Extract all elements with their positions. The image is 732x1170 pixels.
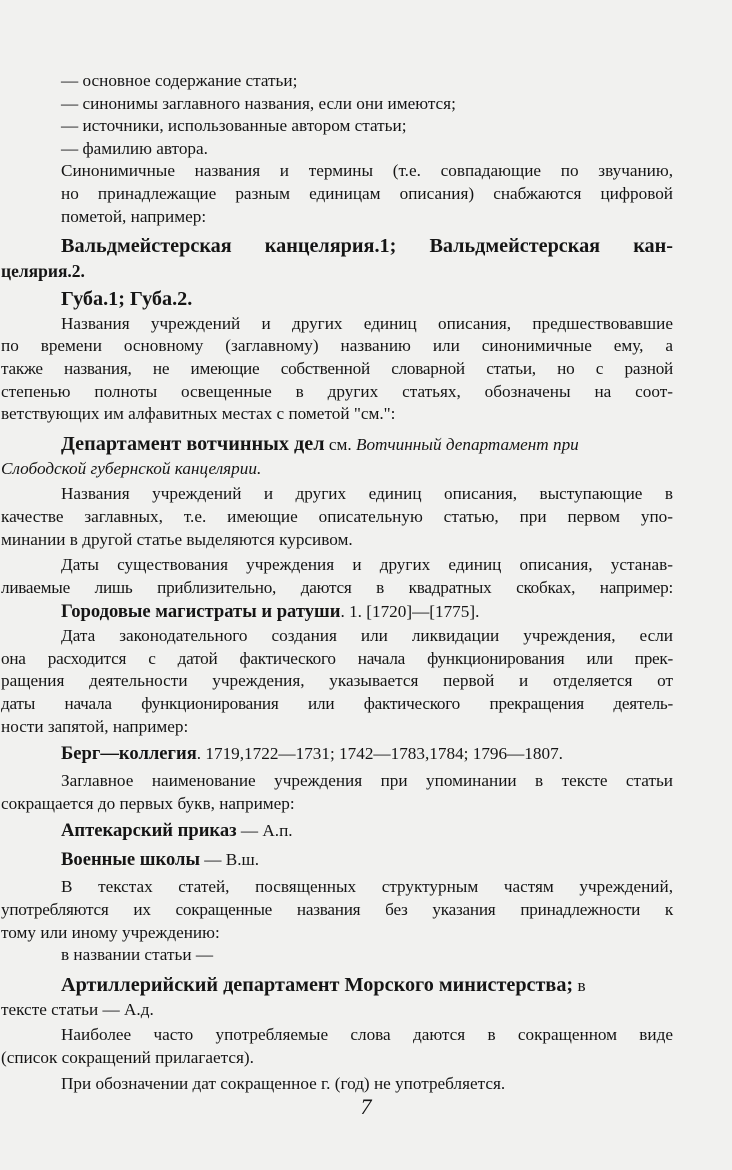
entry-reference: Вотчинный департамент при [355,434,579,454]
paragraph-line: минании в другой статье выделяются курсивом. [1,529,353,549]
entry-title: Берг—коллегия [61,743,197,765]
entry-title: Департамент вотчинных дел [61,432,325,455]
paragraph-line: даты начала функционирования или фактического прекращения деятель- [1,694,673,714]
paragraph-line: ности запятой, например: [1,716,189,736]
entry-abbr: тексте статьи — А.д. [1,999,154,1019]
list-item: — основное содержание статьи; [61,71,298,90]
paragraph-line: Заглавное наименование учреждения при упоминании в тексте статьи [61,771,673,791]
page-text [1,70,673,1095]
paragraph-line: Названия учреждений и других единиц описания, предшествовавшие [61,313,673,333]
paragraph-line: качестве заглавных, т.е. имеющие описательную статью, при первом упо- [1,506,673,526]
paragraph-line: употребляются их сокращенные названия без указания принадлежности к [1,900,673,920]
paragraph [1,554,673,599]
paragraph-line: степенью полноты освещенные в других статьях, обозначены на соот- [1,381,673,401]
paragraph [1,625,673,738]
entry-tail: в [573,975,586,995]
example-heading: целярия.2. [1,261,85,282]
example-heading: Губа.1; Губа.2. [61,287,193,310]
entry-abbr: — А.п. [236,821,293,841]
paragraph-line: ращения деятельности учреждения, указывается первой и отделяется от [1,671,673,691]
paragraph-line: в названии статьи — [61,945,214,965]
entry-abbr: — В.ш. [199,850,260,870]
list-item: — синонимы заглавного названия, если они имеются; [61,93,456,113]
paragraph-line: (список сокращений прилагается). [1,1048,254,1067]
entry-dates: . 1. [1720]—[1775]. [340,602,480,622]
example-entry [61,818,673,844]
paragraph-line: ветствующих им алфавитных местах с пометой "см.": [1,404,396,424]
example-entry [1,431,673,481]
paragraph-line: Даты существования учреждения и других единиц описания, устанав- [61,555,673,575]
list-item: — фамилию автора. [61,138,208,158]
paragraph-line: Синонимичные названия и термины (т.е. совпадающие по звучанию, [61,161,673,181]
example-entry [61,847,673,873]
paragraph-line: Названия учреждений и других единиц описания, выступающие в [61,484,673,504]
example-entry [1,972,673,1022]
entry-title: Аптекарский приказ [61,820,237,842]
page-number: 7 [360,1094,372,1119]
example-entry [61,741,673,767]
entry-reference: Слободской губернской канцелярии. [1,458,262,478]
entry-title: Военные школы [61,849,200,871]
paragraph [1,876,673,966]
paragraph [61,160,673,228]
example-entry [61,599,673,625]
paragraph-line: Дата законодательного создания или ликвидации учреждения, если [61,626,673,646]
paragraph-line: При обозначении дат сокращенное г. (год) не употребляется. [61,1073,506,1093]
paragraph [1,313,673,426]
see-mark: см. [324,434,356,454]
example-heading: Вальдмейстерская канцелярия.1; Вальдмейстерская кан- [61,235,673,258]
paragraph-line: Наиболее часто употребляемые слова даются в сокращенном виде [61,1025,673,1045]
paragraph-line: но принадлежащие разным единицам описания) снабжаются цифровой [61,183,673,203]
paragraph-line: сокращается до первых букв, например: [1,793,295,813]
entry-title: Городовые магистраты и ратуши [61,601,341,623]
paragraph-line: пометой, например: [61,206,207,226]
paragraph [1,770,673,815]
paragraph-line: В текстах статей, посвященных структурным частям учреждений, [61,877,673,897]
example-entry [1,233,673,283]
paragraph-line: ливаемые лишь приблизительно, даются в квадратных скобках, например: [1,577,673,597]
entry-title: Артиллерийский департамент Морского министерства; [61,973,574,996]
entry-dates: . 1719,1722—1731; 1742—1783,1784; 1796—1807. [196,744,563,764]
list-item: — источники, использованные автором статьи; [61,116,407,136]
paragraph [1,1024,673,1069]
paragraph-line: тому или иному учреждению: [1,922,220,942]
paragraph [1,483,673,551]
paragraph-line: по времени основному (заглавному) названию или синонимичные ему, а [1,336,673,356]
paragraph-line: она расходится с датой фактического начала функционирования или прек- [1,648,673,668]
paragraph-line: также названия, не имеющие собственной словарной статьи, но с разной [1,358,673,378]
